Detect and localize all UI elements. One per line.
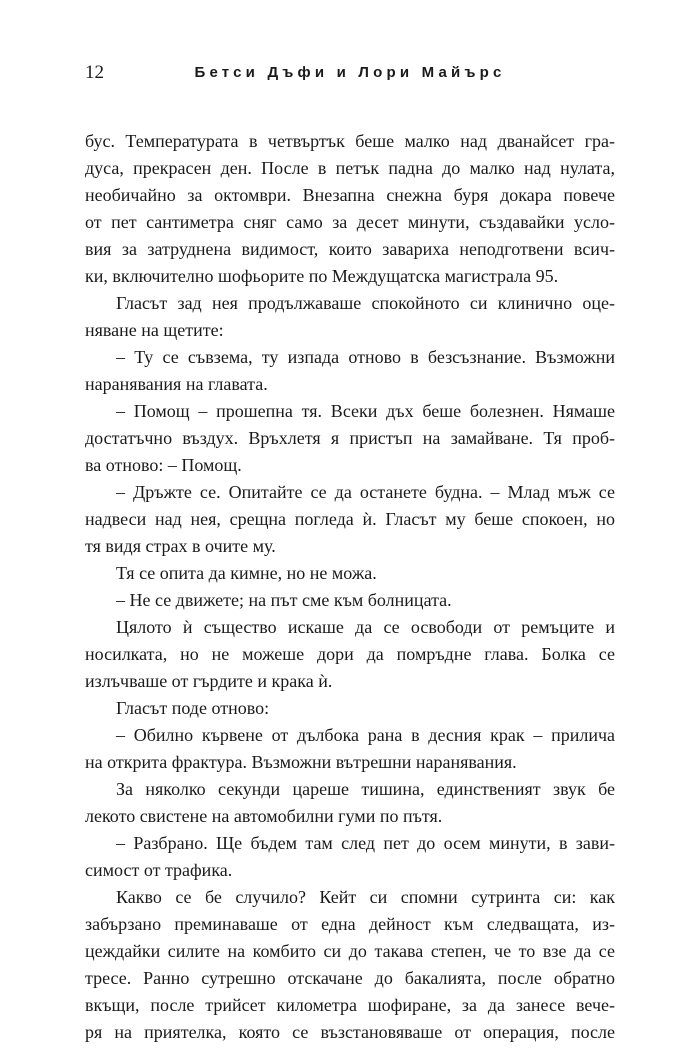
text-line: няване на щетите: — [85, 320, 224, 340]
text-line: наранявания на главата. — [85, 374, 268, 394]
text-line: симост от трафика. — [85, 860, 233, 880]
text-line: необичайно за октомври. Внезапна снежна буря докара повече — [85, 185, 615, 205]
text-line: – Обилно кървене от дълбока рана в десния крак – прилича — [116, 725, 615, 745]
text-line: достатъчно въздух. Връхлетя я пристъп на замайване. Тя проб- — [85, 428, 615, 448]
text-line: лекото свистене на автомобилни гуми по пътя. — [85, 806, 443, 826]
text-line: Гласът зад нея продължаваше спокойното си клинично оце- — [116, 293, 615, 313]
text-line: ки, включително шофьорите по Междущатска магистрала 95. — [85, 266, 559, 286]
text-line: Тя се опита да кимне, но не можа. — [116, 563, 377, 583]
text-line: носилката, но не можеше дори да помръдне глава. Болка се — [85, 644, 615, 664]
text-line: бус. Температурата в четвъртък беше малко над дванайсет гра- — [85, 131, 615, 151]
text-line: вкъщи, после трийсет километра шофиране, за да занесе вече- — [85, 995, 615, 1015]
text-line: излъчваше от гърдите и крака ѝ. — [85, 671, 333, 691]
page-number: 12 — [85, 62, 104, 83]
text-line: Цялото ѝ същество искаше да се освободи от ремъците и — [116, 617, 615, 637]
text-line: За няколко секунди цареше тишина, единственият звук бе — [116, 779, 615, 799]
text-line: дуса, прекрасен ден. После в петък падна до малко над нулата, — [85, 158, 615, 178]
text-line: – Не се движете; на път сме към болницата. — [116, 590, 452, 610]
text-line: тя видя страх в очите му. — [85, 536, 276, 556]
text-line: забързано преминаваше от една дейност към следващата, из- — [85, 914, 615, 934]
text-line: – Ту се съвзема, ту изпада отново в безсъзнание. Възможни — [116, 347, 615, 367]
text-line: цеждайки силите на комбито си до такава степен, че то взе да се — [85, 941, 615, 961]
text-line: Гласът поде отново: — [116, 698, 270, 718]
text-line: ря на приятелка, която се възстановяваше от операция, после — [85, 1022, 615, 1042]
text-line: – Помощ – прошепна тя. Всеки дъх беше болезнен. Нямаше — [116, 401, 615, 421]
text-line: – Разбрано. Ще бъдем там след пет до осем минути, в зави- — [116, 833, 615, 853]
text-line: от пет сантиметра сняг само за десет минути, създавайки усло- — [85, 212, 615, 232]
text-line: на открита фрактура. Възможни вътрешни наранявания. — [85, 752, 517, 772]
text-line: надвеси над нея, срещна погледа ѝ. Гласът му беше спокоен, но — [85, 509, 615, 529]
body-text — [85, 128, 615, 1046]
text-line: ва отново: – Помощ. — [85, 455, 242, 475]
text-line: Какво се бе случило? Кейт си спомни сутринта си: как — [116, 887, 615, 907]
text-line: вия за затруднена видимост, които завариха неподготвени всич- — [85, 239, 615, 259]
running-head — [85, 58, 615, 88]
running-head-title: Бетси Дъфи и Лори Майърс — [194, 64, 506, 81]
text-line: – Дръжте се. Опитайте се да останете будна. – Млад мъж се — [116, 482, 615, 502]
text-line: тресе. Ранно сутрешно отскачане до бакалията, после обратно — [85, 968, 615, 988]
